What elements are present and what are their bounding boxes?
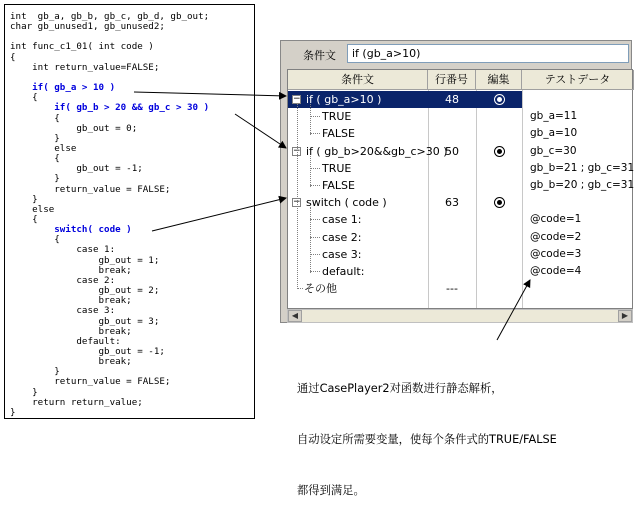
code-line-highlighted: if( gb_a > 10 ): [10, 82, 116, 94]
code-line: gb_out = -1;: [10, 163, 143, 175]
code-line: break;: [10, 264, 132, 276]
cell-condition: FALSE: [322, 179, 355, 192]
cell-test-data[interactable]: gb_a=10: [530, 127, 578, 140]
code-line: case 1:: [10, 244, 116, 256]
code-line: gb_out = -1;: [10, 345, 165, 357]
condition-field[interactable]: if (gb_a>10): [347, 44, 629, 63]
code-line: }: [10, 406, 16, 418]
cell-line-number: ---: [446, 282, 458, 296]
collapse-icon[interactable]: −: [293, 145, 301, 156]
code-line: gb_out = 2;: [10, 285, 160, 297]
code-line: int return_value=FALSE;: [10, 61, 160, 73]
collapse-icon[interactable]: −: [293, 197, 301, 208]
code-line: gb_out = 3;: [10, 315, 160, 327]
cell-condition: switch ( code ): [306, 196, 387, 210]
header-line-number[interactable]: 行番号: [428, 70, 476, 90]
cell-test-data[interactable]: gb_a=11: [530, 110, 578, 123]
cell-line-number: 48: [428, 91, 476, 108]
cell-test-data[interactable]: gb_c=30: [530, 144, 577, 157]
arrow-if-gb-a: [134, 92, 286, 96]
cell-condition: TRUE: [322, 110, 352, 124]
arrow-if-gb-b: [235, 114, 286, 148]
cell-test-data[interactable]: @code=1: [530, 213, 582, 226]
code-line: break;: [10, 295, 132, 307]
code-line: default:: [10, 335, 121, 347]
arrow-switch: [152, 198, 286, 231]
cell-condition: case 3:: [322, 247, 362, 261]
cell-line-number: 63: [445, 196, 459, 210]
code-line: else: [10, 203, 55, 215]
cell-test-data[interactable]: @code=3: [530, 247, 582, 260]
condition-label: 条件文: [303, 49, 336, 62]
caption-line-3: 都得到满足。: [297, 484, 365, 497]
code-line: case 2:: [10, 274, 116, 286]
arrow-caption: [497, 280, 530, 340]
code-line: int gb_a, gb_b, gb_c, gb_d, gb_out;: [10, 11, 210, 22]
header-edit[interactable]: 編集: [476, 70, 522, 90]
code-line-highlighted: switch( code ): [10, 224, 132, 236]
cell-condition: TRUE: [322, 161, 352, 175]
cell-condition: case 1:: [322, 213, 362, 227]
cell-test-data[interactable]: @code=2: [530, 230, 582, 243]
code-line: }: [10, 173, 60, 185]
code-line: {: [10, 153, 60, 165]
code-line: int func_c1_01( int code ): [10, 41, 154, 53]
caption-line-2: 自动设定所需要变量，使每个条件式的TRUE/FALSE: [297, 433, 557, 446]
code-line-highlighted: if( gb_b > 20 && gb_c > 30 ): [10, 102, 210, 114]
code-line: return_value = FALSE;: [10, 376, 171, 388]
code-line: }: [10, 193, 38, 205]
code-line: gb_out = 0;: [10, 122, 138, 134]
header-condition[interactable]: 条件文: [288, 70, 428, 90]
cell-test-data[interactable]: @code=4: [530, 265, 582, 277]
code-line: {: [10, 214, 38, 225]
code-line: break;: [10, 356, 132, 368]
cell-condition: if ( gb_b>20&&gb_c>30 ): [306, 144, 448, 158]
collapse-icon[interactable]: −: [293, 94, 301, 104]
cell-condition: if ( gb_a>10 ): [288, 91, 428, 108]
cell-condition: FALSE: [322, 127, 355, 141]
cell-condition: その他: [304, 282, 337, 296]
code-line: {: [10, 112, 60, 124]
code-line: return return_value;: [10, 396, 143, 408]
scroll-right-icon[interactable]: ▶: [618, 310, 632, 322]
code-line: {: [10, 92, 38, 104]
cell-test-data[interactable]: gb_b=21 ; gb_c=31: [530, 161, 635, 174]
caption-line-1: 通过CasePlayer2对函数进行静态解析，: [297, 382, 503, 395]
scroll-left-icon[interactable]: ◀: [288, 310, 302, 322]
code-line: else: [10, 142, 77, 154]
code-line: }: [10, 386, 38, 398]
code-line: break;: [10, 325, 132, 337]
code-line: {: [10, 51, 16, 63]
code-line: }: [10, 132, 60, 144]
cell-condition: default:: [322, 265, 365, 278]
code-line: }: [10, 366, 60, 378]
code-line: return_value = FALSE;: [10, 183, 171, 195]
cell-condition: case 2:: [322, 230, 362, 244]
code-line: case 3:: [10, 305, 116, 317]
code-line: char gb_unused1, gb_unused2;: [10, 21, 165, 33]
cell-line-number: 50: [445, 144, 459, 158]
header-test-data[interactable]: テストデータ: [522, 70, 634, 90]
code-line: gb_out = 1;: [10, 254, 160, 266]
cell-test-data[interactable]: gb_b=20 ; gb_c=31: [530, 179, 635, 191]
code-line: {: [10, 234, 60, 246]
